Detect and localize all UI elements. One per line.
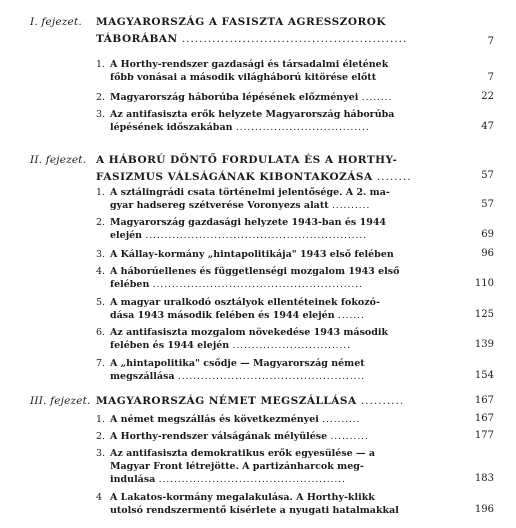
- section-text-line1: A magyar uralkodó osztályok ellentéteinek fokozó-: [110, 297, 380, 308]
- chapter-2-label: II. fejezet.: [30, 154, 87, 166]
- section-2-2-page: 69: [481, 229, 494, 240]
- section-number: 3.: [96, 249, 106, 260]
- section-dots: ..........................................................: [145, 230, 367, 241]
- section-text-line2: Magyar Front létrejötte. A partizánharcok meg-: [110, 461, 364, 472]
- section-dots: ...............................: [232, 340, 351, 351]
- section-text-line2: felében: [110, 279, 150, 290]
- section-number: 5.: [96, 297, 106, 308]
- section-text-line1: Az antifasiszta mozgalom növekedése 1943 második: [110, 327, 389, 338]
- chapter-1-title-line1: MAGYARORSZÁG A FASISZTA AGRESSZOROK: [96, 16, 386, 28]
- chapter-2-dots: ........: [376, 171, 412, 183]
- section-dots: ..........: [331, 200, 371, 211]
- section-3-3-page: 183: [474, 473, 494, 484]
- section-text-line2: megszállása: [110, 371, 175, 382]
- section-3-4-page: 196: [474, 504, 494, 515]
- section-number: 4: [96, 492, 103, 503]
- section-text-line1: Magyarország háborúba lépésének előzményei: [110, 92, 359, 103]
- section-text-line2: lépésének időszakában: [110, 122, 233, 133]
- section-2-7-page: 154: [474, 370, 494, 381]
- section-2-6-page: 139: [474, 339, 494, 350]
- section-dots: .................................................: [158, 474, 346, 485]
- section-number: 3.: [96, 448, 106, 459]
- section-dots: ...................................: [235, 122, 370, 133]
- section-text-line2: utolsó rendszermentő kísérlete a nyugati hatalmakkal: [110, 505, 399, 516]
- section-number: 3.: [96, 109, 106, 120]
- section-text-line1: A Horthy-rendszer gazdasági és társadalmi életének: [110, 59, 389, 70]
- section-text-line3: indulása: [110, 474, 156, 485]
- section-1-1-page: 7: [487, 72, 494, 83]
- section-dots: ........: [361, 92, 393, 103]
- section-number: 6.: [96, 327, 106, 338]
- section-number: 1.: [96, 414, 106, 425]
- section-text-line1: A Kállay-kormány „hintapolitikája" 1943 első felében: [110, 249, 394, 260]
- section-number: 1.: [96, 59, 106, 70]
- section-1-2-page: 22: [481, 91, 494, 102]
- chapter-1-title: [96, 14, 446, 48]
- section-number: 1.: [96, 187, 106, 198]
- chapter-2-title-line1: A HÁBORÚ DÖNTŐ FORDULATA ÉS A HORTHY-: [96, 154, 398, 166]
- section-number: 2.: [96, 217, 106, 228]
- section-text-line1: A háborúellenes és függetlenségi mozgalom 1943 első: [110, 266, 400, 277]
- chapter-1-page: 7: [487, 36, 494, 47]
- section-dots: .......: [337, 310, 365, 321]
- chapter-3-label: III. fejezet.: [30, 395, 91, 407]
- chapter-3-title: [96, 393, 446, 410]
- section-text-line1: Az antifasiszta erők helyzete Magyarország háborúba: [110, 109, 395, 120]
- section-2-1-page: 57: [481, 199, 494, 210]
- section-3-1-page: 167: [474, 413, 494, 424]
- section-dots: ..........: [322, 414, 361, 425]
- section-text-line2: dása 1943 második felében és 1944 elején: [110, 310, 335, 321]
- section-text-line2: elején: [110, 230, 143, 241]
- chapter-2-page: 57: [481, 170, 494, 181]
- section-2-4-page: 110: [474, 278, 494, 289]
- chapter-2-title: [96, 152, 446, 186]
- section-number: 2.: [96, 431, 106, 442]
- section-2-3-page: 96: [481, 248, 494, 259]
- section-text-line1: A sztálingrádi csata történelmi jelentősége. A 2. ma-: [110, 187, 390, 198]
- section-dots: .................................................: [177, 371, 365, 382]
- chapter-1-dots: ....................................................: [181, 33, 408, 45]
- section-text-line2: gyar hadsereg szétverése Voronyezs alatt: [110, 200, 329, 211]
- section-text-line2: főbb vonásai a második világháború kitörése előtt: [110, 72, 377, 83]
- section-number: 2.: [96, 92, 106, 103]
- section-text-line1: A Horthy-rendszer válságának mélyülése: [110, 431, 328, 442]
- section-text-line1: Az antifasiszta demokratikus erők egyesülése — a: [110, 448, 375, 459]
- section-number: 7.: [96, 358, 106, 369]
- chapter-1-label: I. fejezet.: [30, 16, 82, 28]
- section-dots: .......................................................: [152, 279, 363, 290]
- section-3-2-page: 177: [474, 430, 494, 441]
- chapter-1-title-line2: TÁBORÁBAN: [96, 33, 178, 45]
- section-text-line1: Magyarország gazdasági helyzete 1943-ban és 1944: [110, 217, 387, 228]
- chapter-3-title-line1: MAGYARORSZÁG NÉMET MEGSZÁLLÁSA: [96, 395, 357, 407]
- chapter-3-page: 167: [474, 395, 494, 406]
- section-2-5-page: 125: [474, 309, 494, 320]
- section-1-3-page: 47: [481, 121, 494, 132]
- chapter-3-dots: ..........: [360, 395, 405, 407]
- section-text-line2: felében és 1944 elején: [110, 340, 230, 351]
- section-number: 4.: [96, 266, 106, 277]
- section-text-line1: A „hintapolitika" csődje — Magyarország német: [110, 358, 365, 369]
- section-text-line1: A német megszállás és következményei: [110, 414, 319, 425]
- chapter-2-title-line2: FASIZMUS VÁLSÁGÁNAK KIBONTAKOZÁSA: [96, 171, 373, 183]
- section-dots: ..........: [330, 431, 369, 442]
- section-text-line1: A Lakatos-kormány megalakulása. A Horthy-klikk: [110, 492, 375, 503]
